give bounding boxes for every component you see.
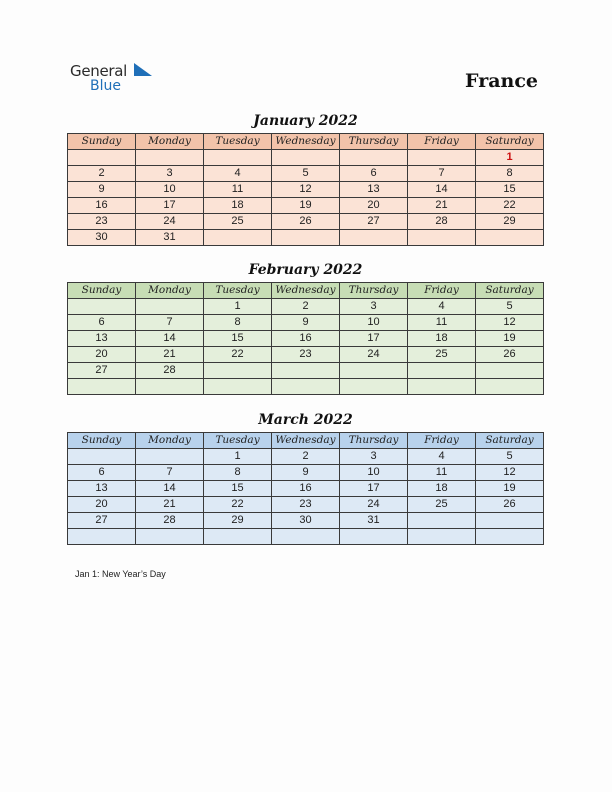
day-cell: 1 xyxy=(204,449,272,465)
week-row xyxy=(68,299,544,315)
empty-day-cell xyxy=(340,150,408,166)
weekday-header-tuesday: Tuesday xyxy=(204,134,272,150)
empty-day-cell xyxy=(68,379,136,395)
weekday-header-friday: Friday xyxy=(408,134,476,150)
day-cell: 2 xyxy=(272,449,340,465)
day-cell: 5 xyxy=(476,449,544,465)
empty-day-cell xyxy=(408,150,476,166)
day-cell: 9 xyxy=(272,315,340,331)
empty-day-cell xyxy=(272,363,340,379)
day-cell: 6 xyxy=(68,465,136,481)
empty-day-cell xyxy=(68,150,136,166)
empty-day-cell xyxy=(136,529,204,545)
day-cell: 20 xyxy=(68,347,136,363)
week-row xyxy=(68,379,544,395)
weekday-header-row xyxy=(68,283,544,299)
day-cell: 3 xyxy=(136,166,204,182)
weekday-header-sunday: Sunday xyxy=(68,433,136,449)
weekday-header-wednesday: Wednesday xyxy=(272,283,340,299)
day-cell: 11 xyxy=(408,315,476,331)
weekday-header-tuesday: Tuesday xyxy=(204,433,272,449)
day-cell: 8 xyxy=(476,166,544,182)
empty-day-cell xyxy=(340,230,408,246)
day-cell: 9 xyxy=(68,182,136,198)
week-row xyxy=(68,449,544,465)
week-row xyxy=(68,481,544,497)
week-row xyxy=(68,497,544,513)
day-cell: 3 xyxy=(340,449,408,465)
day-cell: 20 xyxy=(68,497,136,513)
empty-day-cell xyxy=(476,513,544,529)
day-cell: 23 xyxy=(272,347,340,363)
day-cell: 25 xyxy=(408,497,476,513)
day-cell: 7 xyxy=(136,465,204,481)
day-cell: 14 xyxy=(408,182,476,198)
day-cell: 18 xyxy=(408,331,476,347)
day-cell: 28 xyxy=(408,214,476,230)
day-cell: 23 xyxy=(272,497,340,513)
day-cell: 30 xyxy=(68,230,136,246)
empty-day-cell xyxy=(408,513,476,529)
holiday-notes xyxy=(75,569,166,579)
day-cell: 21 xyxy=(136,347,204,363)
day-cell: 15 xyxy=(204,331,272,347)
weekday-header-tuesday: Tuesday xyxy=(204,283,272,299)
weekday-header-saturday: Saturday xyxy=(476,134,544,150)
day-cell: 28 xyxy=(136,513,204,529)
logo-blue-text: Blue xyxy=(90,78,121,94)
weekday-header-monday: Monday xyxy=(136,283,204,299)
empty-day-cell xyxy=(340,379,408,395)
day-cell: 24 xyxy=(340,347,408,363)
day-cell: 10 xyxy=(340,315,408,331)
day-cell: 16 xyxy=(272,481,340,497)
empty-day-cell xyxy=(476,379,544,395)
day-cell: 14 xyxy=(136,481,204,497)
empty-day-cell xyxy=(68,529,136,545)
logo-triangle-icon xyxy=(134,63,152,77)
empty-day-cell xyxy=(272,379,340,395)
weekday-header-sunday: Sunday xyxy=(68,283,136,299)
week-row xyxy=(68,465,544,481)
empty-day-cell xyxy=(272,529,340,545)
day-cell: 2 xyxy=(68,166,136,182)
day-cell: 13 xyxy=(68,481,136,497)
weekday-header-thursday: Thursday xyxy=(340,433,408,449)
day-cell: 13 xyxy=(68,331,136,347)
empty-day-cell xyxy=(136,150,204,166)
day-cell: 26 xyxy=(476,347,544,363)
empty-day-cell xyxy=(476,363,544,379)
weekday-header-thursday: Thursday xyxy=(340,283,408,299)
day-cell: 17 xyxy=(340,481,408,497)
weekday-header-sunday: Sunday xyxy=(68,134,136,150)
day-cell: 8 xyxy=(204,315,272,331)
logo-general-text: General xyxy=(70,62,128,80)
day-cell: 18 xyxy=(204,198,272,214)
empty-day-cell xyxy=(340,363,408,379)
calendar-march xyxy=(67,432,544,545)
day-cell: 8 xyxy=(204,465,272,481)
day-cell: 24 xyxy=(340,497,408,513)
day-cell: 31 xyxy=(136,230,204,246)
day-cell: 10 xyxy=(340,465,408,481)
week-row xyxy=(68,230,544,246)
empty-day-cell xyxy=(408,230,476,246)
day-cell: 30 xyxy=(272,513,340,529)
day-cell: 15 xyxy=(204,481,272,497)
week-row xyxy=(68,513,544,529)
week-row xyxy=(68,182,544,198)
day-cell: 26 xyxy=(476,497,544,513)
generalblue-logo xyxy=(70,62,160,96)
empty-day-cell xyxy=(204,363,272,379)
holiday-note: Jan 1: New Year’s Day xyxy=(75,569,166,579)
day-cell: 31 xyxy=(340,513,408,529)
day-cell: 29 xyxy=(476,214,544,230)
empty-day-cell xyxy=(204,379,272,395)
day-cell: 7 xyxy=(136,315,204,331)
empty-day-cell xyxy=(204,529,272,545)
empty-day-cell xyxy=(272,230,340,246)
day-cell: 1 xyxy=(204,299,272,315)
weekday-header-monday: Monday xyxy=(136,134,204,150)
day-cell: 27 xyxy=(340,214,408,230)
empty-day-cell xyxy=(204,150,272,166)
day-cell: 17 xyxy=(136,198,204,214)
empty-day-cell xyxy=(204,230,272,246)
day-cell: 10 xyxy=(136,182,204,198)
weekday-header-friday: Friday xyxy=(408,433,476,449)
day-cell: 4 xyxy=(408,299,476,315)
day-cell: 11 xyxy=(204,182,272,198)
week-row xyxy=(68,347,544,363)
day-cell: 12 xyxy=(272,182,340,198)
day-cell: 21 xyxy=(408,198,476,214)
day-cell: 5 xyxy=(272,166,340,182)
day-cell: 29 xyxy=(204,513,272,529)
day-cell: 3 xyxy=(340,299,408,315)
weekday-header-row xyxy=(68,433,544,449)
day-cell: 12 xyxy=(476,465,544,481)
month-title-january: January 2022 xyxy=(253,113,358,129)
day-cell: 4 xyxy=(408,449,476,465)
week-row xyxy=(68,363,544,379)
day-cell: 25 xyxy=(204,214,272,230)
day-cell: 21 xyxy=(136,497,204,513)
day-cell: 22 xyxy=(204,347,272,363)
weekday-header-thursday: Thursday xyxy=(340,134,408,150)
day-cell: 13 xyxy=(340,182,408,198)
day-cell: 18 xyxy=(408,481,476,497)
empty-day-cell xyxy=(340,529,408,545)
day-cell: 24 xyxy=(136,214,204,230)
empty-day-cell xyxy=(68,449,136,465)
empty-day-cell xyxy=(136,449,204,465)
empty-day-cell xyxy=(136,379,204,395)
day-cell: 20 xyxy=(340,198,408,214)
empty-day-cell xyxy=(136,299,204,315)
day-cell: 1 xyxy=(476,150,544,166)
day-cell: 19 xyxy=(272,198,340,214)
day-cell: 16 xyxy=(272,331,340,347)
week-row xyxy=(68,315,544,331)
day-cell: 22 xyxy=(476,198,544,214)
day-cell: 26 xyxy=(272,214,340,230)
day-cell: 15 xyxy=(476,182,544,198)
day-cell: 2 xyxy=(272,299,340,315)
month-title-february: February 2022 xyxy=(248,262,363,278)
week-row xyxy=(68,214,544,230)
weekday-header-saturday: Saturday xyxy=(476,433,544,449)
empty-day-cell xyxy=(408,529,476,545)
week-row xyxy=(68,331,544,347)
day-cell: 6 xyxy=(68,315,136,331)
day-cell: 6 xyxy=(340,166,408,182)
empty-day-cell xyxy=(476,230,544,246)
month-title-march: March 2022 xyxy=(258,412,353,428)
day-cell: 17 xyxy=(340,331,408,347)
day-cell: 14 xyxy=(136,331,204,347)
day-cell: 4 xyxy=(204,166,272,182)
weekday-header-row xyxy=(68,134,544,150)
day-cell: 27 xyxy=(68,513,136,529)
weekday-header-wednesday: Wednesday xyxy=(272,134,340,150)
day-cell: 19 xyxy=(476,331,544,347)
weekday-header-saturday: Saturday xyxy=(476,283,544,299)
weekday-header-wednesday: Wednesday xyxy=(272,433,340,449)
day-cell: 19 xyxy=(476,481,544,497)
day-cell: 28 xyxy=(136,363,204,379)
weekday-header-friday: Friday xyxy=(408,283,476,299)
weekday-header-monday: Monday xyxy=(136,433,204,449)
empty-day-cell xyxy=(408,379,476,395)
empty-day-cell xyxy=(272,150,340,166)
empty-day-cell xyxy=(476,529,544,545)
week-row xyxy=(68,150,544,166)
day-cell: 27 xyxy=(68,363,136,379)
day-cell: 12 xyxy=(476,315,544,331)
day-cell: 22 xyxy=(204,497,272,513)
day-cell: 11 xyxy=(408,465,476,481)
week-row xyxy=(68,166,544,182)
day-cell: 9 xyxy=(272,465,340,481)
day-cell: 25 xyxy=(408,347,476,363)
calendar-february xyxy=(67,282,544,395)
week-row xyxy=(68,529,544,545)
day-cell: 23 xyxy=(68,214,136,230)
calendar-january xyxy=(67,133,544,246)
week-row xyxy=(68,198,544,214)
empty-day-cell xyxy=(408,363,476,379)
day-cell: 5 xyxy=(476,299,544,315)
day-cell: 7 xyxy=(408,166,476,182)
country-title: France xyxy=(465,70,538,92)
day-cell: 16 xyxy=(68,198,136,214)
empty-day-cell xyxy=(68,299,136,315)
